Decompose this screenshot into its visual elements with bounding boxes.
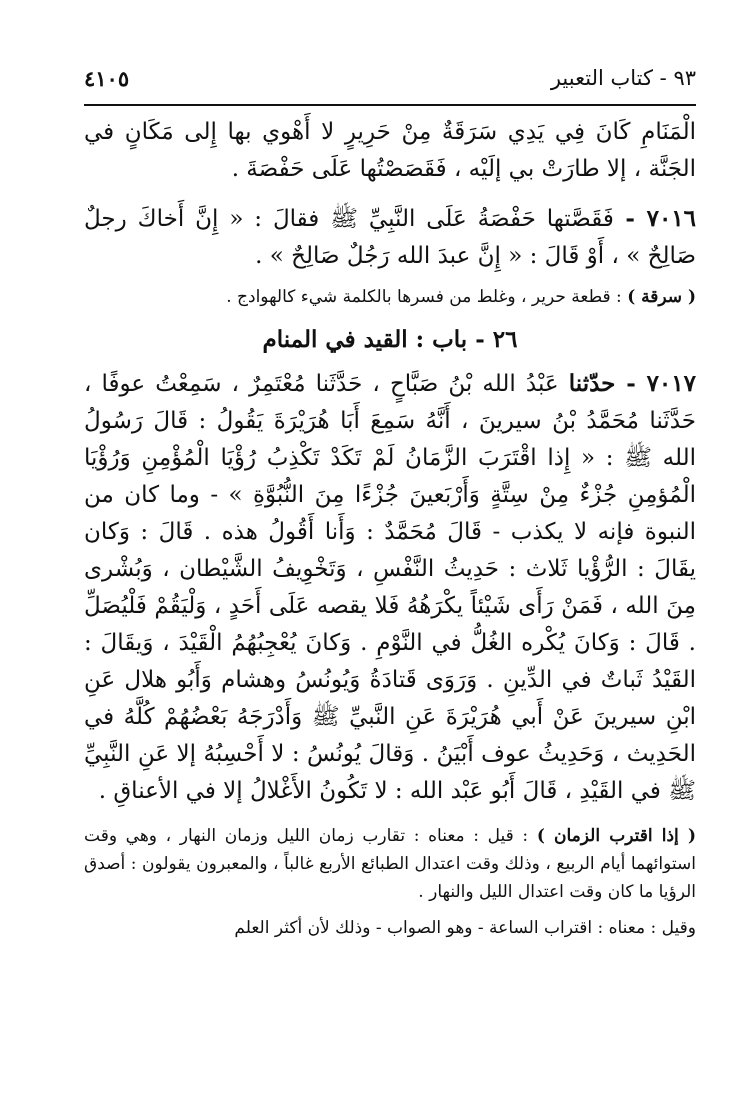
chapter-heading: ٢٦ - باب : القيد في المنام — [262, 326, 518, 353]
page-content — [84, 114, 696, 942]
footnote-text: : قطعة حرير ، وغلط من فسرها بالكلمة شيء كالهوادج . — [226, 287, 628, 307]
chapter-title: ٩٣ - كتاب التعبير — [550, 66, 696, 90]
hadith-7017 — [84, 365, 696, 810]
footnote-zaman — [84, 822, 696, 906]
footnote-continued: وقيل : معناه : اقتراب الساعة - وهو الصواب - وذلك لأن أكثر العلم — [234, 918, 696, 938]
footnote-sarqa — [84, 283, 696, 311]
hadith-text: فَقَصَّتها حَفْصَةُ عَلَى النَّبِيِّ ﷺ فقالَ : « إِنَّ أَخاكَ رجلٌ صَالِحٌ » ، أَوْ قَالَ : « إِنَّ عبدَ الله رَجُلٌ صَالِحٌ » . — [84, 206, 696, 269]
continued-paragraph: الْمَنَامِ كَانَ فِي يَدِي سَرَقَةٌ مِنْ حَرِيرٍ لا أَهْوي بها إِلى مَكَانٍ في الجَنَّة ، إلا طارَتْ بي إلَيْه ، فَقَصَصْتُها عَلَى حَفْصَةَ . — [84, 119, 696, 182]
hadith-7016 — [84, 200, 696, 275]
footnote-term: ( إذا اقترب الزمان ) — [536, 826, 696, 846]
header-rule — [84, 104, 696, 106]
page-header — [84, 62, 696, 98]
hadith-text: عَبْدُ الله بْنُ صَبَّاحٍ ، حَدَّثَنا مُعْتَمِرٌ ، سَمِعْتُ عوفًا ، حَدَّثَنا مُحَمَّدُ بْنُ سيرينَ ، أَنَّهُ سَمِعَ أَبَا هُرَيْرَةَ يَقُولُ : قَالَ رَسُولُ الله ﷺ : « إِذا اقْتَرَبَ الزَّمَانُ لَمْ تَكَدْ تَكْذِبُ رُؤْيَا الْمُؤْمِنِ وَرُؤْيَا الْمُؤمِنِ جُزْءٌ مِنْ سِتَّةٍ وَأَرْبَعينَ جُزْءًا مِنَ النُّبُوَّةِ » - وما كان من النبوة فإنه لا يكذب - قَالَ مُحَمَّدٌ : وَأَنا أَقُولُ هذه . قَالَ : وَكان يقَالَ : الرُّؤْيا ثَلاث : حَدِيثُ النَّفْسِ ، وَتَخْوِيفُ الشَّيْطان ، وَبُشْرى مِنَ الله ، فَمَنْ رَأَى شَيْئاً يكْرَهُهُ فَلا يقصه عَلَى أَحَدٍ ، وَلْيَقُمْ فَلْيُصَلِّ . قَالَ : وَكانَ يُكْره الغُلُّ في النَّوْمِ . وَكانَ يُعْجِبُهُمُ الْقَيْدَ ، وَيقَالَ : القَيْدُ ثَباتٌ في الدِّينِ . وَرَوَى قَتادَةُ وَيُونُسُ وهشام وَأَبُو هلال عَنِ ابْنِ سيرينَ عَنْ أَبي هُرَيْرَةَ عَنِ النَّبيِّ ﷺ وَأَدْرَجَهُ بَعْضُهُمْ كُلَّهُ في الحَدِيث ، وَحَدِيثُ عوف أَبْيَنُ . وَقالَ يُونُسُ : لا أَحْسِبُهُ إلا عَنِ النَّبِيِّ ﷺ في القَيْدِ ، قَالَ أَبُو عَبْد الله : لا تَكُونُ الأَغْلالُ إلا في الأعناقِ . — [84, 371, 696, 804]
page-number: ٤١٠٥ — [84, 66, 130, 91]
hadith-number: ٧٠١٧ - حدّثنا — [568, 370, 696, 397]
footnote-text: : قيل : معناه : تقارب زمان الليل وزمان النهار ، وهي وقت استوائهما أيام الربيع ، وذلك وقت اعتدال الطبائع الأربع غالباً ، والمعبرون يقولون : أصدق الرؤيا ما كان وقت اعتدال الليل والنهار . — [84, 826, 696, 902]
hadith-number: ٧٠١٦ - — [613, 205, 697, 232]
footnote-term: ( سرقة ) — [627, 287, 696, 307]
